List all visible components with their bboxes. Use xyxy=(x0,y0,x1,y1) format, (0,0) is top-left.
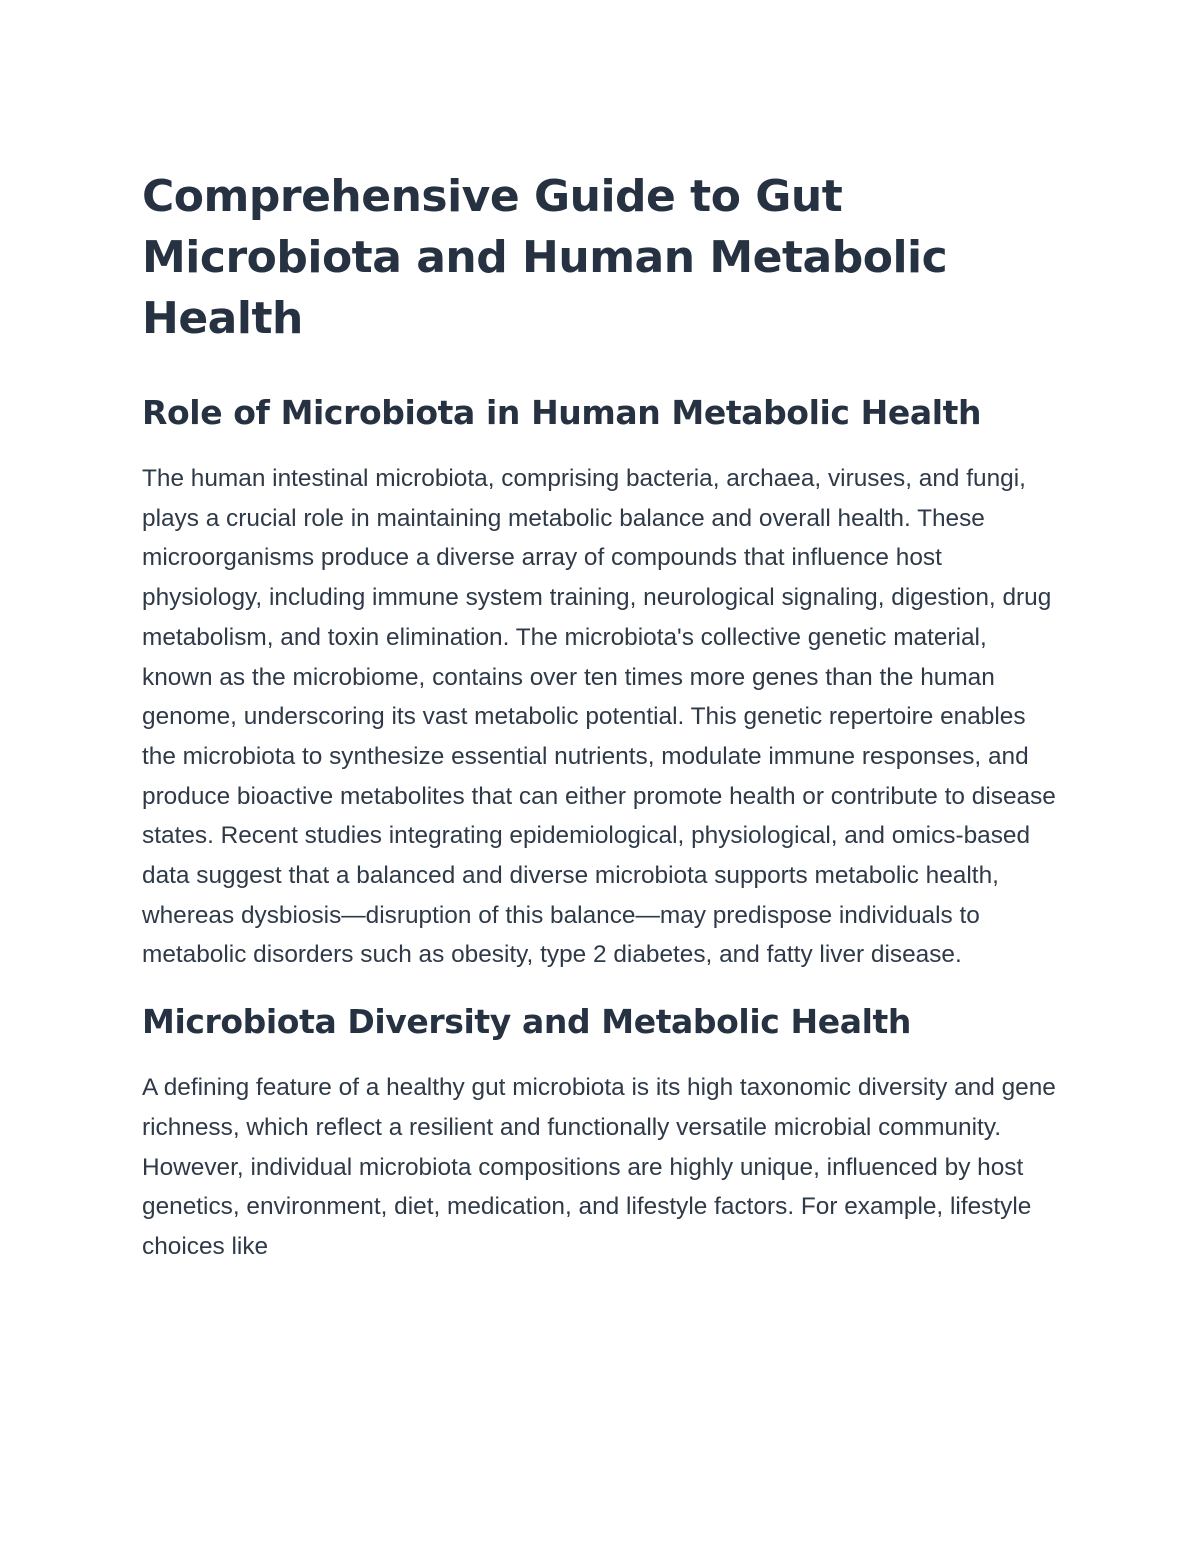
section-microbiota-diversity xyxy=(142,1000,1062,1267)
section-heading: Role of Microbiota in Human Metabolic Health xyxy=(142,393,982,432)
section-heading: Microbiota Diversity and Metabolic Health xyxy=(142,1002,911,1042)
section-paragraph: The human intestinal microbiota, comprising bacteria, archaea, viruses, and fungi, plays a crucial role in maintaining metabolic balance and overall health. These microorganisms produce a diverse array of compounds that influence host physiology, including immune system training, neurological signaling, digestion, drug metabolism, and toxin elimination. The microbiota's collective genetic material, known as the microbiome, contains over ten times more genes than the human genome, underscoring its vast metabolic potential. This genetic repertoire enables the microbiota to synthesize essential nutrients, modulate immune responses, and produce bioactive metabolites that can either promote health or contribute to disease states. Recent studies integrating epidemiological, physiological, and omics-based data suggest that a balanced and diverse microbiota supports metabolic health, whereas dysbiosis—disruption of this balance—may predispose individuals to metabolic disorders such as obesity, type 2 diabetes, and fatty liver disease. xyxy=(142,465,1056,969)
section-paragraph: A defining feature of a healthy gut microbiota is its high taxonomic diversity and gene richness, which reflect a resilient and functionally versatile microbial community. However, individual microbiota compositions are highly unique, influenced by host genetics, environment, diet, medication, and lifestyle factors. For example, lifestyle choices like xyxy=(142,1074,1056,1260)
section-role-of-microbiota xyxy=(142,391,1062,975)
document-content xyxy=(142,166,1062,1267)
document-title: Comprehensive Guide to Gut Microbiota and Human Metabolic Health xyxy=(142,171,948,344)
